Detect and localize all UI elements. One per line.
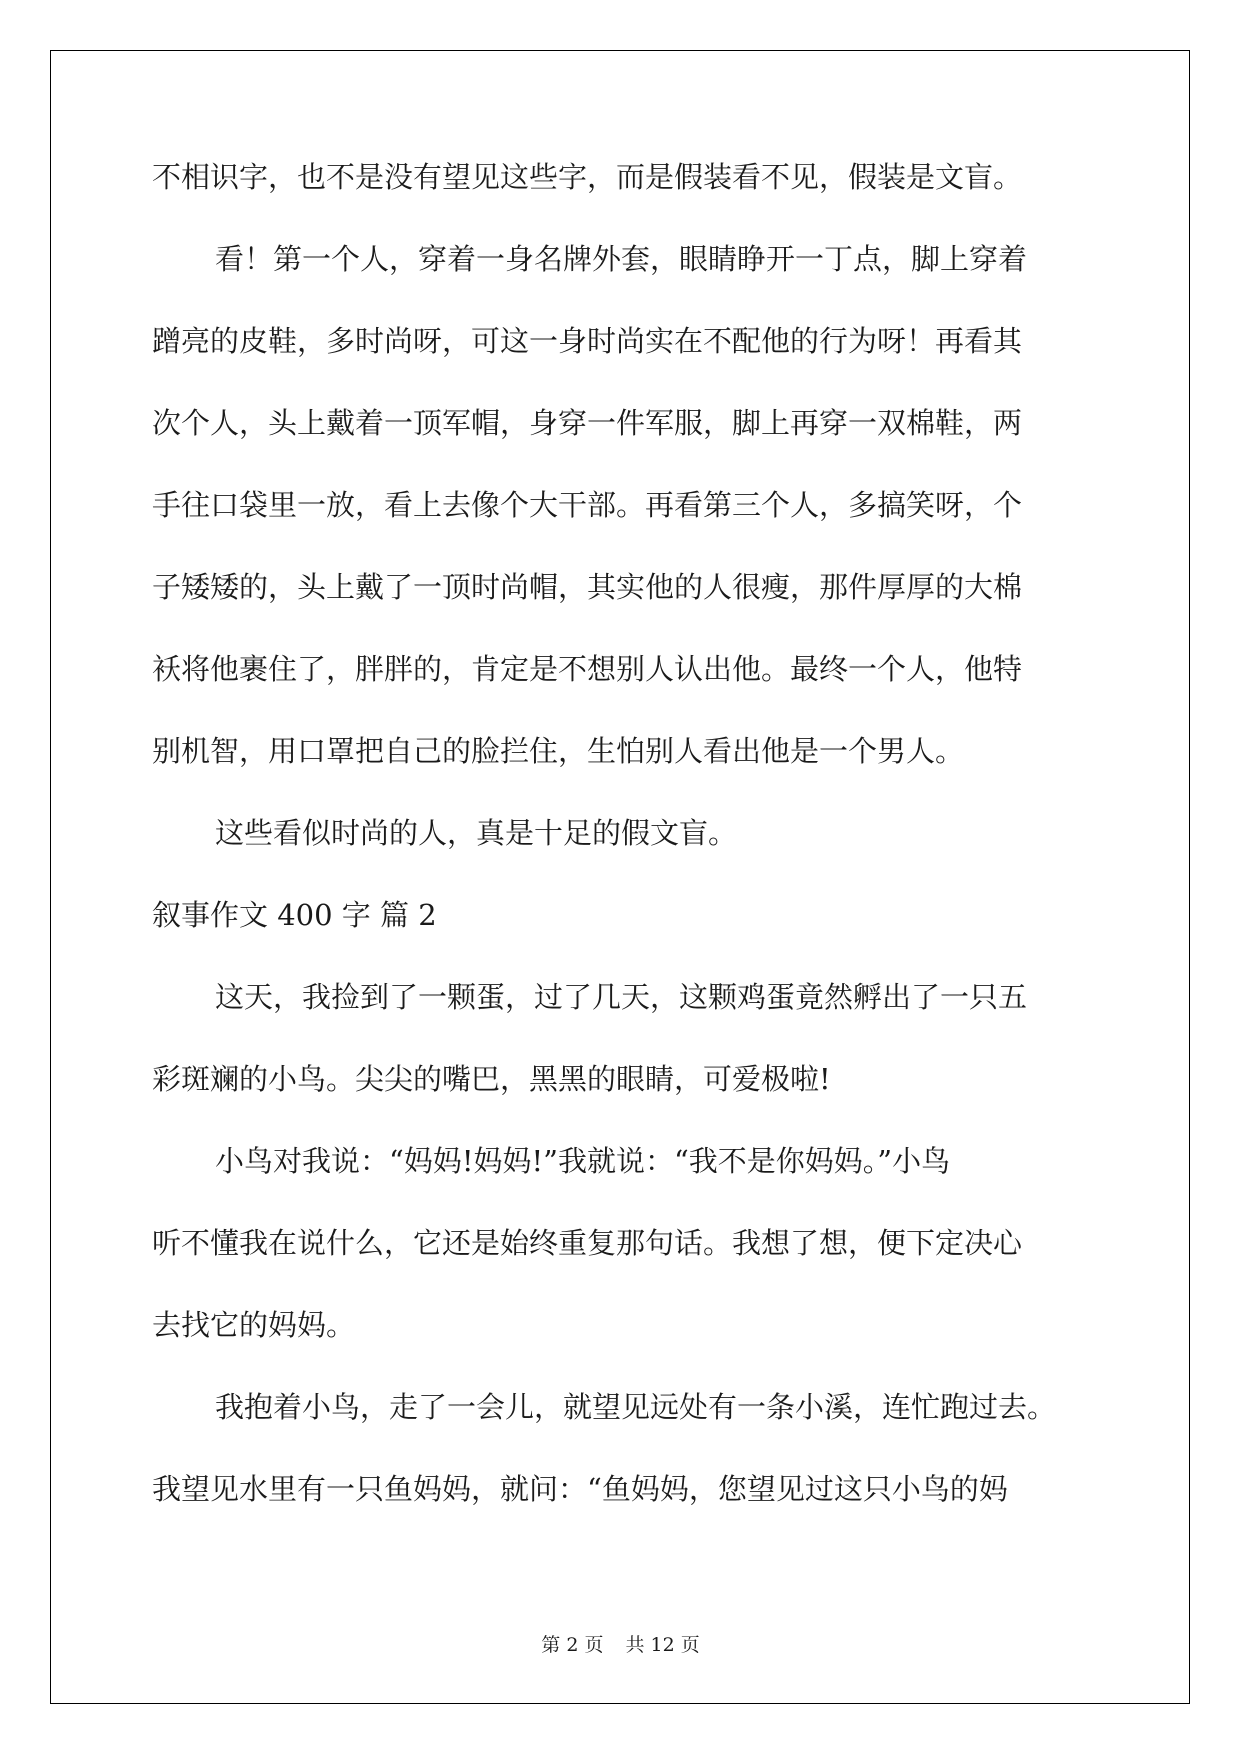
text-line: 子矮矮的，头上戴了一顶时尚帽，其实他的人很瘦，那件厚厚的大棉 (152, 572, 1023, 604)
text-line: 小鸟对我说：“妈妈!妈妈!”我就说：“我不是你妈妈。”小鸟 (215, 1146, 951, 1178)
text-line: 去找它的妈妈。 (152, 1310, 356, 1342)
text-line: 我望见水里有一只鱼妈妈，就问：“鱼妈妈，您望见过这只小鸟的妈 (152, 1474, 1008, 1506)
text-line: 听不懂我在说什么，它还是始终重复那句话。我想了想，便下定决心 (152, 1228, 1023, 1260)
text-line: 别机智，用口罩把自己的脸拦住，生怕别人看出他是一个男人。 (152, 736, 965, 768)
text-line: 不相识字，也不是没有望见这些字，而是假装看不见，假装是文盲。 (152, 162, 1023, 194)
text-line: 看！第一个人，穿着一身名牌外套，眼睛睁开一丁点，脚上穿着 (215, 244, 1028, 276)
document-body (152, 162, 1092, 1556)
text-line: 这些看似时尚的人，真是十足的假文盲。 (215, 818, 738, 850)
text-line: 袄将他裹住了，胖胖的，肯定是不想别人认出他。最终一个人，他特 (152, 654, 1023, 686)
page-total: 共 12 页 (625, 1634, 700, 1656)
page-footer (0, 1630, 1241, 1657)
page-number: 第 2 页 (541, 1634, 604, 1656)
text-line: 手往口袋里一放，看上去像个大干部。再看第三个人，多搞笑呀，个 (152, 490, 1023, 522)
text-line: 蹭亮的皮鞋，多时尚呀，可这一身时尚实在不配他的行为呀！再看其 (152, 326, 1023, 358)
text-line: 次个人，头上戴着一顶军帽，身穿一件军服，脚上再穿一双棉鞋，两 (152, 408, 1023, 440)
text-line: 这天，我捡到了一颗蛋，过了几天，这颗鸡蛋竟然孵出了一只五 (215, 982, 1028, 1014)
section-heading: 叙事作文 400 字 篇 2 (152, 900, 437, 932)
text-line: 我抱着小鸟，走了一会儿，就望见远处有一条小溪，连忙跑过去。 (215, 1392, 1057, 1424)
text-line: 彩斑斓的小鸟。尖尖的嘴巴，黑黑的眼睛，可爱极啦! (152, 1064, 831, 1096)
